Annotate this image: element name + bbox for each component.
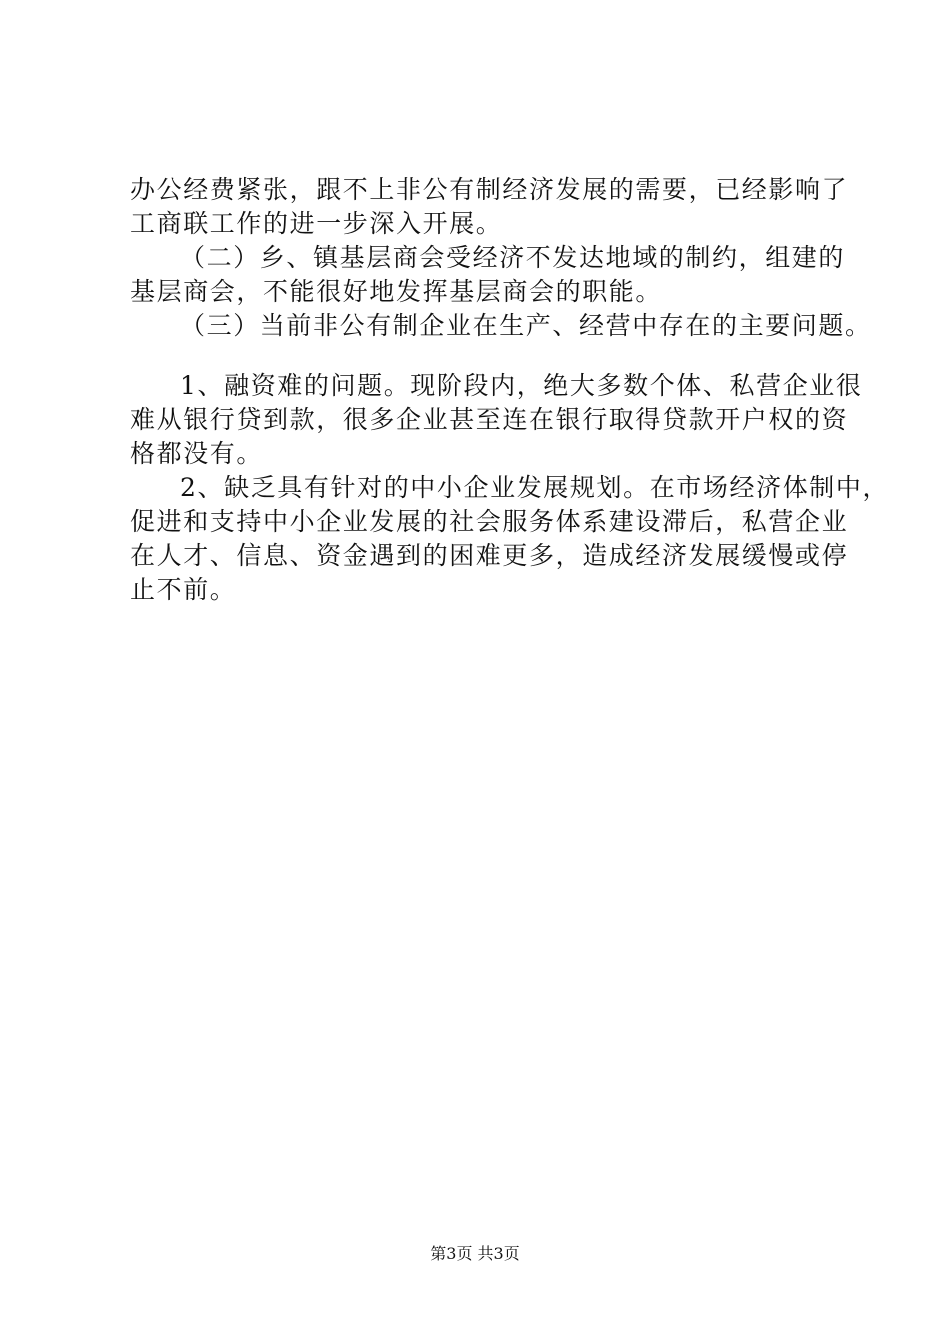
paragraph-line: 促进和支持中小企业发展的社会服务体系建设滞后，私营企业 xyxy=(130,507,849,536)
paragraph-line: 基层商会，不能很好地发挥基层商会的职能。 xyxy=(130,277,663,306)
paragraph-line: 工商联工作的进一步深入开展。 xyxy=(130,209,503,238)
paragraph-line: 格都没有。 xyxy=(130,439,264,468)
paragraph-line: （三）当前非公有制企业在生产、经营中存在的主要问题。 xyxy=(180,311,872,340)
paragraph-line: 办公经费紧张，跟不上非公有制经济发展的需要，已经影响了 xyxy=(130,175,849,204)
paragraph-line: 在人才、信息、资金遇到的困难更多，造成经济发展缓慢或停 xyxy=(130,541,849,570)
paragraph-gap xyxy=(130,343,835,369)
paragraph-line: 2、缺乏具有针对的中小企业发展规划。在市场经济体制中， xyxy=(180,473,890,502)
paragraph-line: 1、融资难的问题。现阶段内，绝大多数个体、私营企业很 xyxy=(180,371,863,400)
page-number-footer: 第3页 共3页 xyxy=(430,1244,520,1263)
paragraph-line: 止不前。 xyxy=(130,575,237,604)
paragraph-line: 难从银行贷到款，很多企业甚至连在银行取得贷款开户权的资 xyxy=(130,405,849,434)
document-body xyxy=(130,173,890,607)
paragraph-line: （二）乡、镇基层商会受经济不发达地域的制约，组建的 xyxy=(180,243,846,272)
